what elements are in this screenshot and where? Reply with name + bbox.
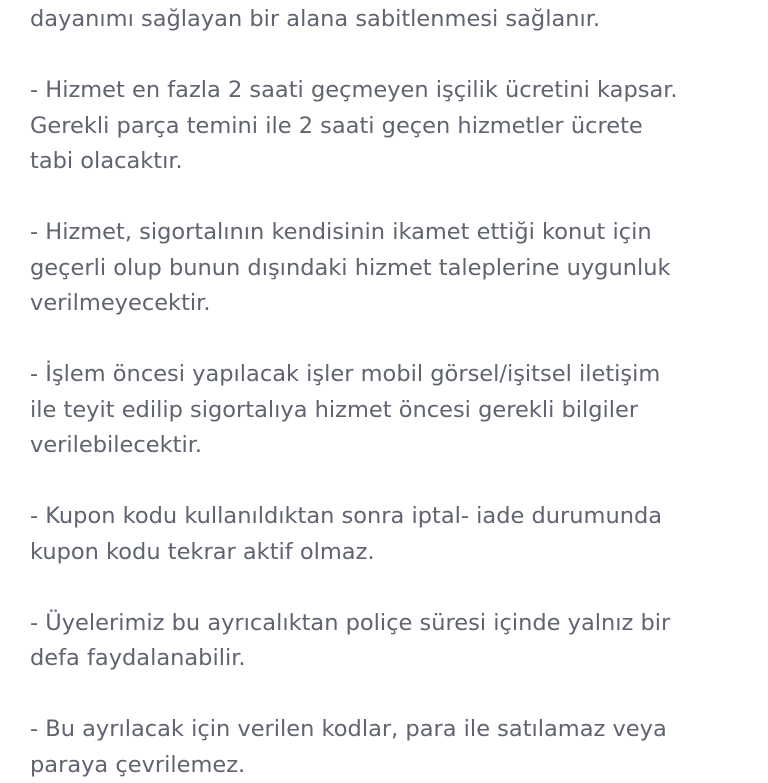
text-line: - Kupon kodu kullanıldıktan sonra iptal- iade durumunda (30, 499, 750, 535)
text-line: defa faydalanabilir. (30, 641, 750, 677)
text-line: geçerli olup bunun dışındaki hizmet taleplerine uygunluk (30, 251, 750, 287)
text-line: - Üyelerimiz bu ayrıcalıktan poliçe süresi içinde yalnız bir (30, 606, 750, 642)
text-line: - İşlem öncesi yapılacak işler mobil görsel/işitsel iletişim (30, 357, 750, 393)
text-line: - Bu ayrılacak için verilen kodlar, para ile satılamaz veya (30, 712, 750, 748)
text-line: - Hizmet en fazla 2 saati geçmeyen işçilik ücretini kapsar. (30, 73, 750, 109)
text-line: tabi olacaktır. (30, 144, 750, 180)
text-line: Gerekli parça temini ile 2 saati geçen hizmetler ücrete (30, 109, 750, 145)
paragraph-single-use (30, 606, 750, 677)
text-line: kupon kodu tekrar aktif olmaz. (30, 535, 750, 571)
paragraph-labor-limit (30, 73, 750, 180)
paragraph-fixing-area (30, 2, 750, 38)
text-line: ile teyit edilip sigortalıya hizmet öncesi gerekli bilgiler (30, 393, 750, 429)
text-line: dayanımı sağlayan bir alana sabitlenmesi sağlanır. (30, 2, 750, 38)
text-line: - Hizmet, sigortalının kendisinin ikamet ettiği konut için (30, 215, 750, 251)
paragraph-pre-service-check (30, 357, 750, 464)
paragraph-no-sale (30, 712, 750, 783)
text-line: paraya çevrilemez. (30, 748, 750, 783)
paragraph-coupon-cancel (30, 499, 750, 570)
paragraph-residence-scope (30, 215, 750, 322)
text-line: verilebilecektir. (30, 428, 750, 464)
text-line: verilmeyecektir. (30, 286, 750, 322)
terms-text-body (30, 0, 750, 783)
